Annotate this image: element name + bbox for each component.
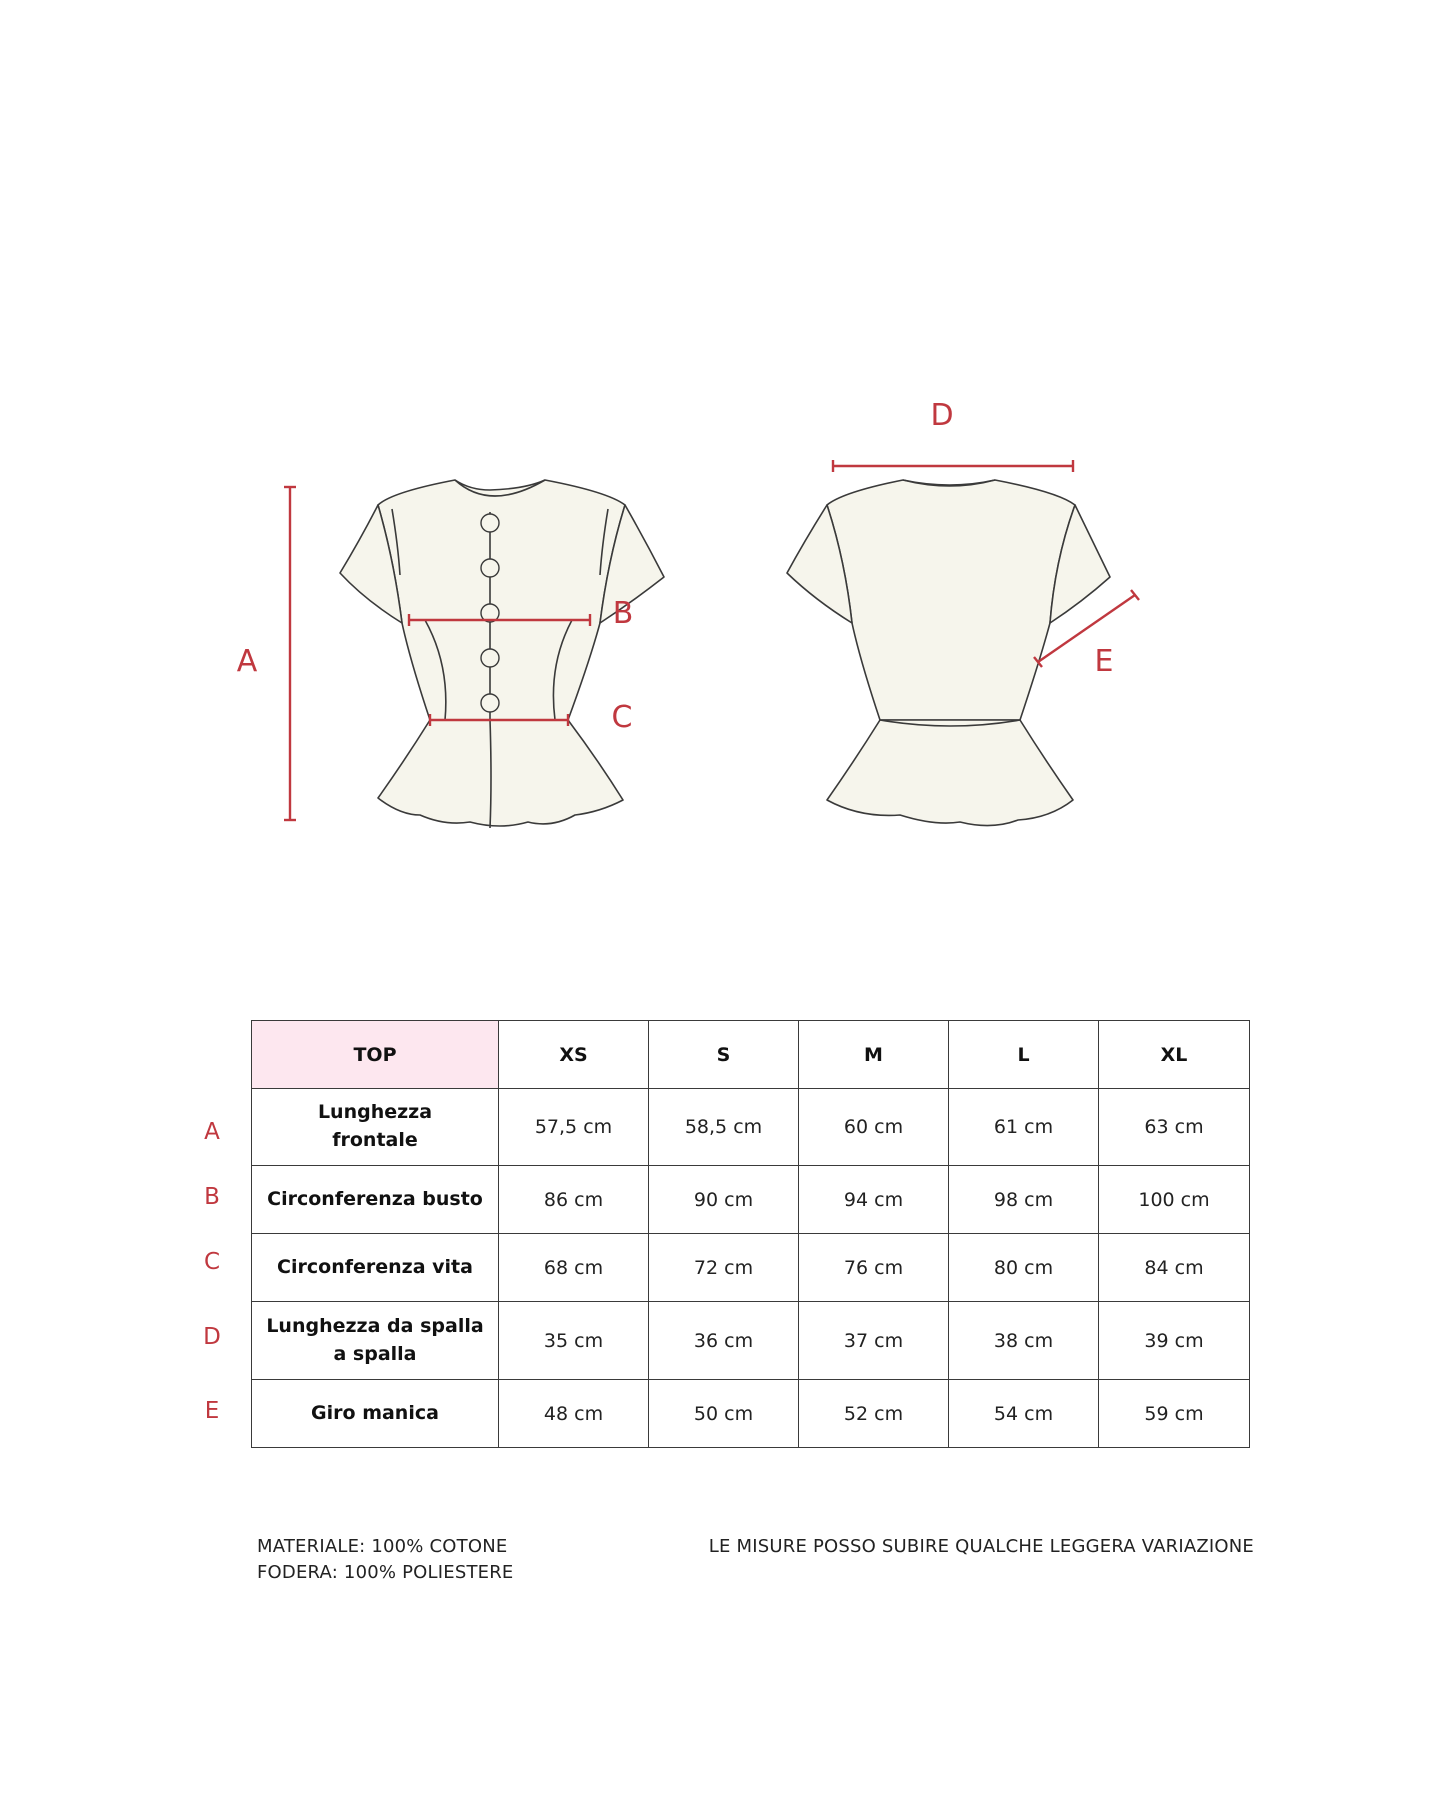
measure-label-d: D: [930, 398, 954, 433]
table-corner-cell: TOP: [252, 1021, 499, 1089]
garment-diagram: [0, 0, 1445, 900]
table-cell: 90 cm: [649, 1166, 799, 1234]
back-peplum: [827, 720, 1073, 826]
button-1: [481, 514, 499, 532]
table-row: [252, 1380, 1250, 1448]
table-cell: 50 cm: [649, 1380, 799, 1448]
table-cell: 68 cm: [499, 1234, 649, 1302]
measure-label-a: A: [236, 644, 258, 679]
size-header-m: M: [799, 1021, 949, 1089]
table-cell: 60 cm: [799, 1089, 949, 1166]
measure-label-e: E: [1094, 644, 1114, 679]
disclaimer-note: LE MISURE POSSO SUBIRE QUALCHE LEGGERA VARIAZIONE: [708, 1536, 1254, 1557]
table-cell: 36 cm: [649, 1302, 799, 1380]
table-cell: 39 cm: [1099, 1302, 1250, 1380]
button-5: [481, 694, 499, 712]
measure-line-a: [284, 487, 296, 820]
table-row: [252, 1234, 1250, 1302]
table-cell: 54 cm: [949, 1380, 1099, 1448]
size-header-l: L: [949, 1021, 1099, 1089]
row-letter-d: D: [203, 1324, 221, 1350]
table-cell: 84 cm: [1099, 1234, 1250, 1302]
row-letter-a: A: [204, 1119, 220, 1145]
row-label: Lunghezza da spalla a spalla: [252, 1302, 499, 1380]
table-cell: 52 cm: [799, 1380, 949, 1448]
measure-label-c: C: [611, 700, 633, 735]
table-cell: 80 cm: [949, 1234, 1099, 1302]
button-2: [481, 559, 499, 577]
table-cell: 86 cm: [499, 1166, 649, 1234]
row-label: Circonferenza busto: [252, 1166, 499, 1234]
size-header-xl: XL: [1099, 1021, 1250, 1089]
table-row: [252, 1089, 1250, 1166]
back-view: [787, 480, 1110, 826]
size-header-xs: XS: [499, 1021, 649, 1089]
row-label: Lunghezza frontale: [252, 1089, 499, 1166]
lining-text: FODERA: 100% POLIESTERE: [257, 1562, 514, 1583]
size-table: [251, 1020, 1250, 1448]
row-letter-b: B: [204, 1184, 220, 1210]
row-label: Giro manica: [252, 1380, 499, 1448]
material-note: [257, 1534, 514, 1586]
size-header-s: S: [649, 1021, 799, 1089]
measure-line-d: [833, 460, 1073, 472]
table-cell: 58,5 cm: [649, 1089, 799, 1166]
row-label: Circonferenza vita: [252, 1234, 499, 1302]
table-cell: 76 cm: [799, 1234, 949, 1302]
table-header-row: [252, 1021, 1250, 1089]
table-cell: 61 cm: [949, 1089, 1099, 1166]
table-cell: 59 cm: [1099, 1380, 1250, 1448]
table-cell: 48 cm: [499, 1380, 649, 1448]
table-cell: 72 cm: [649, 1234, 799, 1302]
row-letter-e: E: [204, 1398, 220, 1424]
material-text: MATERIALE: 100% COTONE: [257, 1536, 508, 1557]
table-cell: 63 cm: [1099, 1089, 1250, 1166]
table-cell: 98 cm: [949, 1166, 1099, 1234]
table-cell: 100 cm: [1099, 1166, 1250, 1234]
table-row: [252, 1302, 1250, 1380]
back-bodice: [827, 480, 1075, 720]
front-view: [340, 480, 664, 828]
row-letter-c: C: [203, 1249, 221, 1275]
table-cell: 57,5 cm: [499, 1089, 649, 1166]
front-bodice: [378, 480, 625, 720]
front-peplum: [378, 720, 623, 826]
table-cell: 38 cm: [949, 1302, 1099, 1380]
button-4: [481, 649, 499, 667]
table-cell: 35 cm: [499, 1302, 649, 1380]
table-cell: 94 cm: [799, 1166, 949, 1234]
measure-label-b: B: [612, 596, 634, 631]
table-cell: 37 cm: [799, 1302, 949, 1380]
table-row: [252, 1166, 1250, 1234]
